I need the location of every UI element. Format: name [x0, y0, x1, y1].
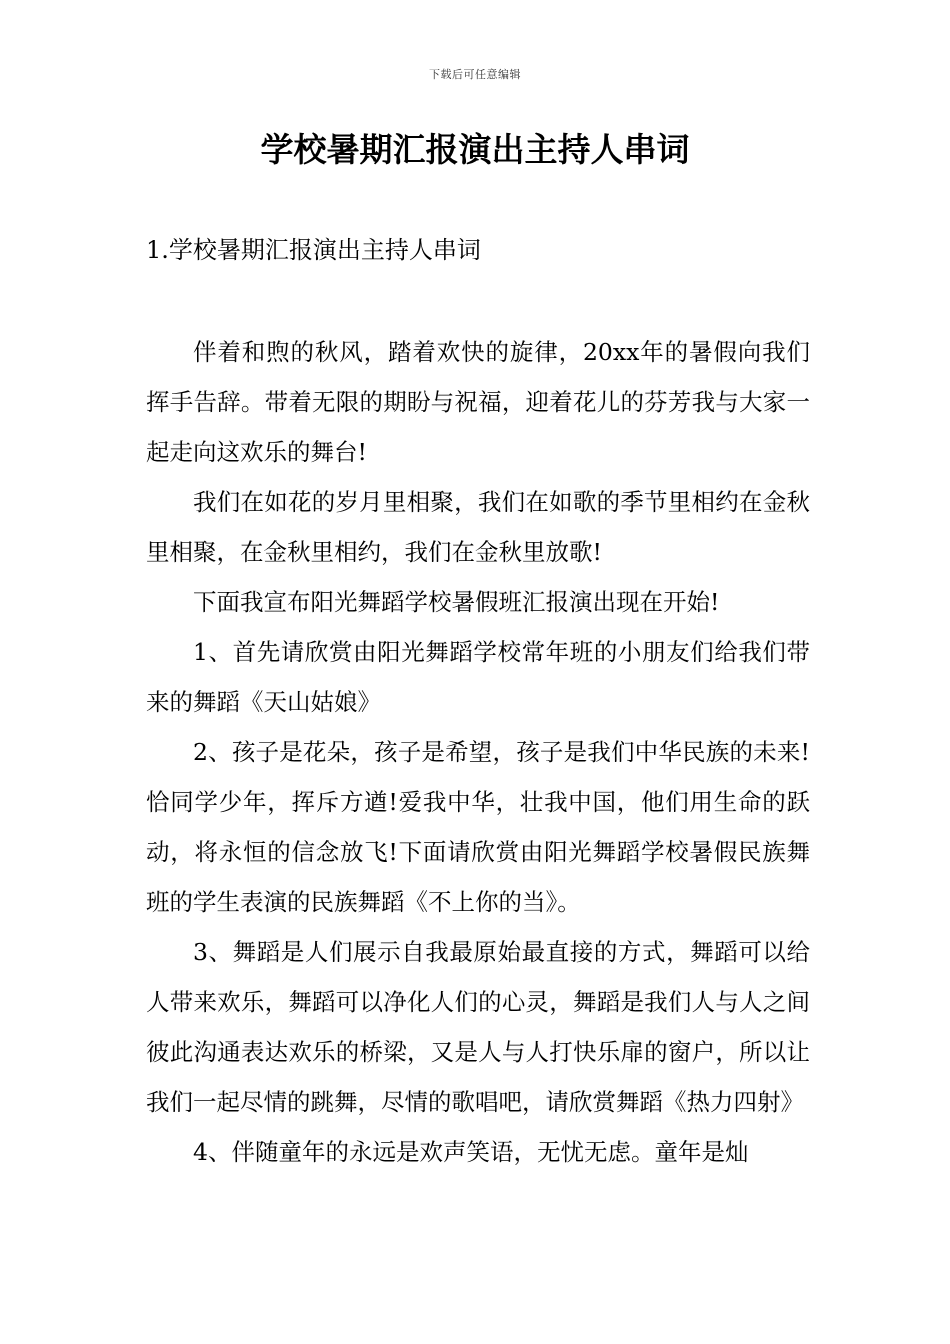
paragraph-gathering: 我们在如花的岁月里相聚，我们在如歌的季节里相约在金秋里相聚，在金秋里相约，我们在金秋里放歌! [146, 488, 810, 566]
section-heading: 1.学校暑期汇报演出主持人串词 [146, 236, 481, 264]
paragraph-announcement: 下面我宣布阳光舞蹈学校暑假班汇报演出现在开始! [193, 588, 720, 616]
paragraph-program-4: 4、伴随童年的永远是欢声笑语，无忧无虑。童年是灿 [193, 1138, 749, 1166]
paragraph-intro: 伴着和煦的秋风，踏着欢快的旋律，20xx年的暑假向我们挥手告辞。带着无限的期盼与祝福，迎着花儿的芬芳我与大家一起走向这欢乐的舞台! [146, 338, 810, 466]
document-title: 学校暑期汇报演出主持人串词 [260, 130, 690, 169]
paragraph-program-1: 1、首先请欣赏由阳光舞蹈学校常年班的小朋友们给我们带来的舞蹈《天山姑娘》 [146, 638, 810, 716]
paragraph-program-3: 3、舞蹈是人们展示自我最原始最直接的方式，舞蹈可以给人带来欢乐，舞蹈可以净化人们的心灵，舞蹈是我们人与人之间彼此沟通表达欢乐的桥梁，又是人与人打快乐扉的窗户，所以让我们一起尽情的跳舞，尽情的歌唱吧，请欣赏舞蹈《热力四射》 [146, 938, 810, 1116]
body-text [146, 327, 810, 1177]
header-note: 下载后可任意编辑 [429, 68, 521, 81]
paragraph-program-2: 2、孩子是花朵，孩子是希望，孩子是我们中华民族的未来!恰同学少年，挥斥方遒!爱我中华，壮我中国，他们用生命的跃动，将永恒的信念放飞!下面请欣赏由阳光舞蹈学校暑假民族舞班的学生表演的民族舞蹈《不上你的当》。 [146, 738, 810, 916]
